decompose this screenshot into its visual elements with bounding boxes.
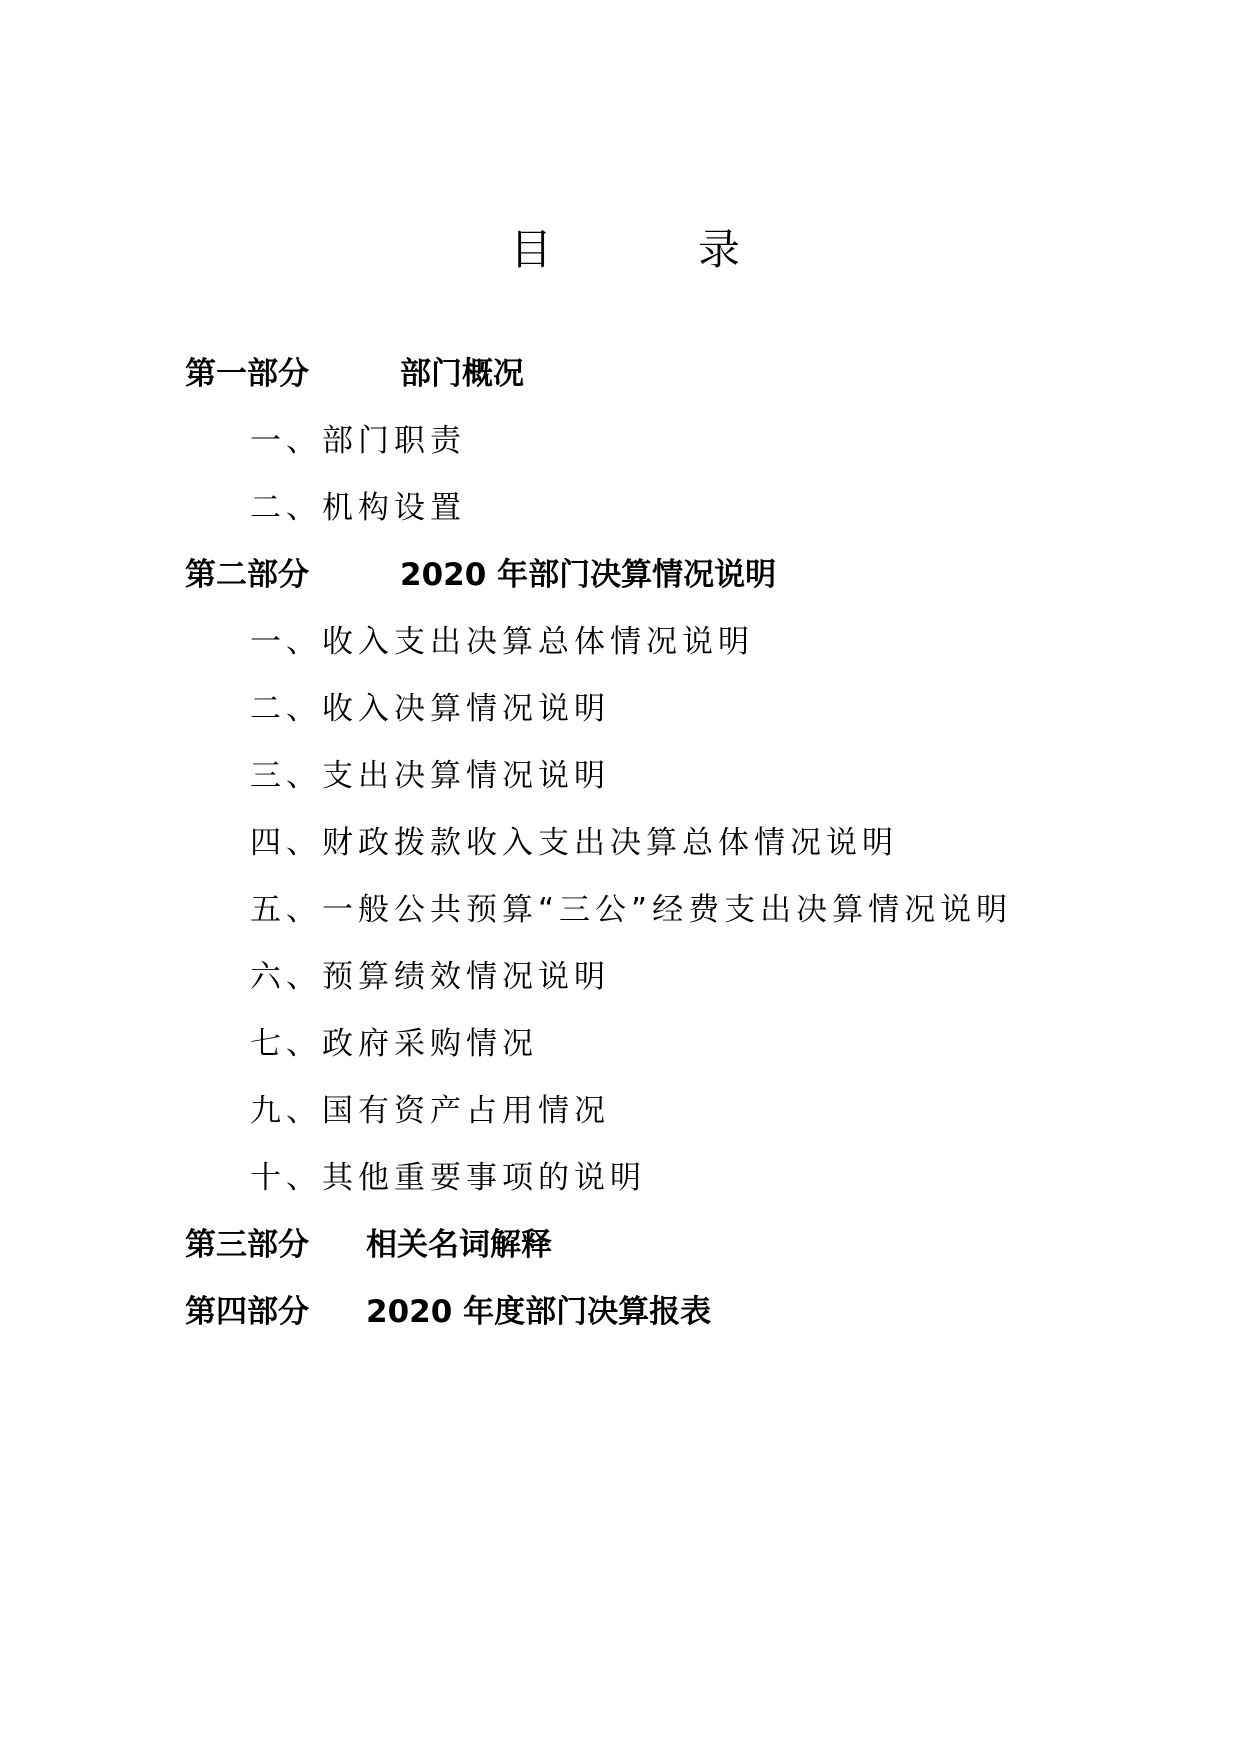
toc-section: 一、部门职责 — [250, 423, 466, 459]
toc-section: 十、其他重要事项的说明 — [250, 1160, 646, 1196]
toc-section: 七、政府采购情况 — [250, 1026, 538, 1062]
toc-part-title: 部门概况 — [400, 356, 524, 392]
toc-section: 二、机构设置 — [250, 490, 466, 526]
toc-part-label: 第二部分 — [185, 557, 309, 593]
toc-section: 六、预算绩效情况说明 — [250, 959, 610, 995]
toc-section: 三、支出决算情况说明 — [250, 758, 610, 794]
toc-section: 九、国有资产占用情况 — [250, 1093, 610, 1129]
toc-title-char-1: 目 — [510, 225, 553, 274]
toc-part-title: 相关名词解释 — [366, 1227, 552, 1263]
toc-section: 四、财政拨款收入支出决算总体情况说明 — [250, 825, 898, 861]
toc-section: 五、一般公共预算“三公”经费支出决算情况说明 — [250, 892, 1013, 928]
toc-title-char-2: 录 — [698, 225, 741, 274]
toc-part-label: 第一部分 — [185, 356, 309, 392]
toc-part-title: 2020 年度部门决算报表 — [366, 1294, 712, 1330]
toc-title — [0, 222, 1240, 278]
toc-section: 一、收入支出决算总体情况说明 — [250, 624, 754, 660]
toc-part-title: 2020 年部门决算情况说明 — [400, 557, 777, 593]
toc-section: 二、收入决算情况说明 — [250, 691, 610, 727]
toc-part-label: 第四部分 — [185, 1294, 309, 1330]
toc-part-label: 第三部分 — [185, 1227, 309, 1263]
